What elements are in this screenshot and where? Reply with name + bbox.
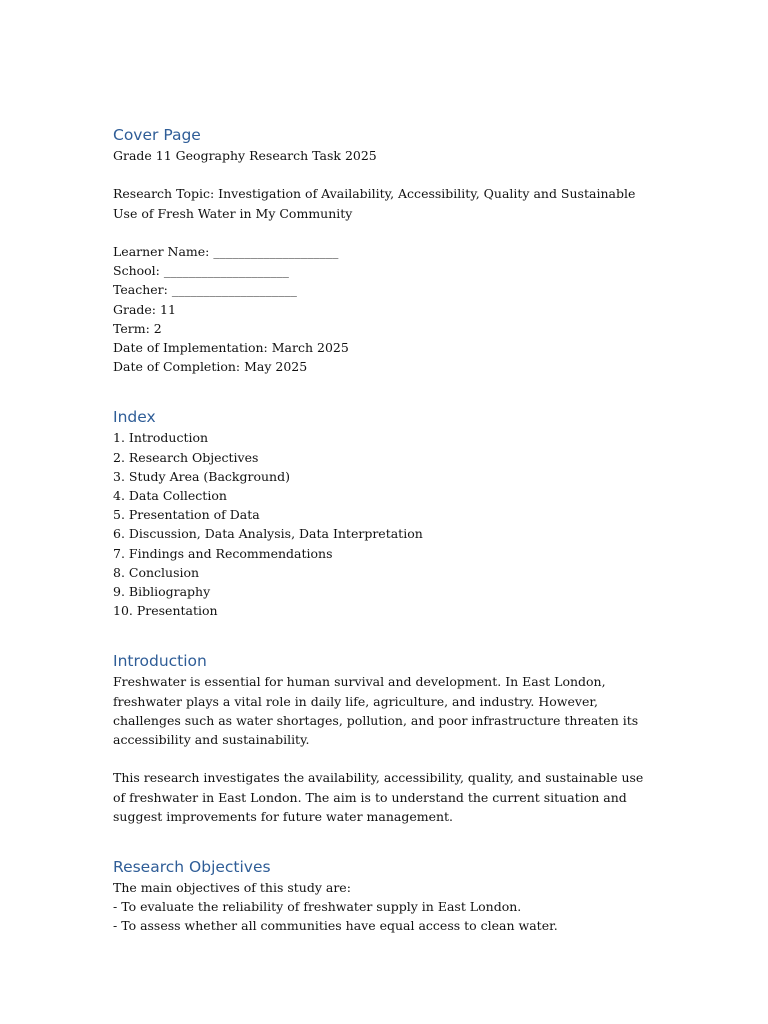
- introduction-heading: Introduction: [113, 652, 207, 671]
- index-item: 9. Bibliography: [113, 584, 211, 600]
- index-item: 8. Conclusion: [113, 564, 200, 580]
- introduction-paragraph-1: Freshwater is essential for human survival and development. In East London, freshwater plays a vital role in daily life, agriculture, and industry. However, challenges such as water shortages, pollution, and poor infrastructure threaten its accessibility and sustainability.: [113, 674, 639, 748]
- index-item: 10. Presentation: [113, 603, 218, 619]
- introduction-paragraph-2: This research investigates the availability, accessibility, quality, and sustainable use of freshwater in East London. The aim is to understand the current situation and suggest improvements for future water management.: [113, 770, 644, 824]
- research-objectives-heading: Research Objectives: [113, 858, 271, 877]
- index-item: 2. Research Objectives: [113, 449, 259, 465]
- cover-title: Grade 11 Geography Research Task 2025: [113, 148, 377, 163]
- document-page: [113, 124, 653, 936]
- index-item: 7. Findings and Recommendations: [113, 545, 333, 561]
- completion-date: Date of Completion: May 2025: [113, 359, 308, 375]
- school-field: School: ____________________: [113, 263, 289, 279]
- objectives-intro: The main objectives of this study are:: [113, 880, 351, 896]
- grade-field: Grade: 11: [113, 301, 176, 317]
- index-item: 4. Data Collection: [113, 488, 227, 504]
- index-item: 1. Introduction: [113, 430, 209, 446]
- learner-name-field: Learner Name: ____________________: [113, 243, 339, 259]
- objective-item: - To assess whether all communities have equal access to clean water.: [113, 918, 558, 934]
- index-item: 5. Presentation of Data: [113, 507, 260, 523]
- index-heading: Index: [113, 408, 156, 427]
- index-item: 3. Study Area (Background): [113, 468, 290, 484]
- cover-page-heading: Cover Page: [113, 126, 201, 144]
- index-item: 6. Discussion, Data Analysis, Data Interpretation: [113, 526, 423, 542]
- implementation-date: Date of Implementation: March 2025: [113, 340, 349, 355]
- teacher-field: Teacher: ____________________: [113, 282, 297, 298]
- term-field: Term: 2: [113, 320, 162, 336]
- objective-item: - To evaluate the reliability of freshwater supply in East London.: [113, 899, 522, 915]
- research-topic: Research Topic: Investigation of Availability, Accessibility, Quality and Sustainable Use of Fresh Water in My Community: [113, 186, 636, 221]
